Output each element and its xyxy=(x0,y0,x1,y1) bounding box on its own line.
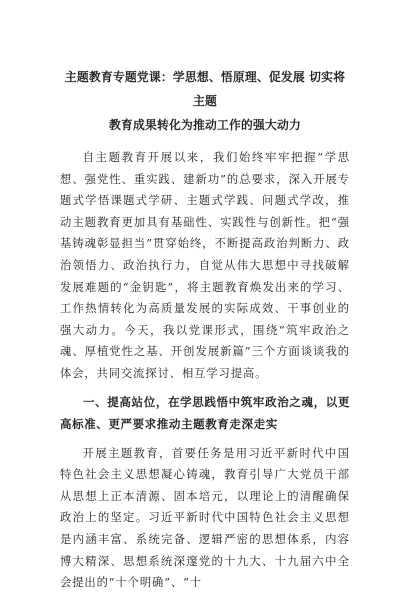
section-1-paragraph: 开展主题教育，首要任务是用习近平新时代中国特色社会主义思想凝心铸魂，教育引导广大党员干部从思想上正本清源、固本培元，以理论上的清醒确保政治上的坚定。习近平新时代中国特色社会主义思想是内涵丰富、系统完备、逻辑严密的思想体系，内容博大精深、思想系统深邃党的十九大、十九届六中全会提出的“十个明确”、“十 xyxy=(60,446,350,590)
document-title xyxy=(60,65,350,137)
title-line-1: 主题教育专题党课：学思想、悟原理、促发展 切实将主题 xyxy=(64,70,346,108)
section-1-heading: 一、提高站位，在学思践悟中筑牢政治之魂，以更高标准、更严要求推动主题教育走深走实 xyxy=(60,394,350,431)
intro-paragraph: 自主题教育开展以来，我们始终牢牢把握“学思想、强党性、重实践、建新功”的总要求，深入开展专题式学悟课题式学研、主题式学践、问题式学改，推动主题教育更加具有基础性、实践性与创新性。把“强基铸魂彰显担当”贯穿始终，不断提高政治判断力、政治领悟力、政治执行力，自觉从伟大思想中寻找破解发展难题的“金钥匙”，将主题教育焕发出来的学习、工作热情转化为高质量发展的实际成效、干事创业的强大动力。今天，我以党课形式，围绕“筑牢政治之魂、厚植党性之基、开创发展新篇”三个方面谈谈我的体会，共同交流探讨、相互学习提高。 xyxy=(60,151,350,380)
document-body xyxy=(60,65,350,594)
title-line-2: 教育成果转化为推动工作的强大动力 xyxy=(109,118,301,132)
